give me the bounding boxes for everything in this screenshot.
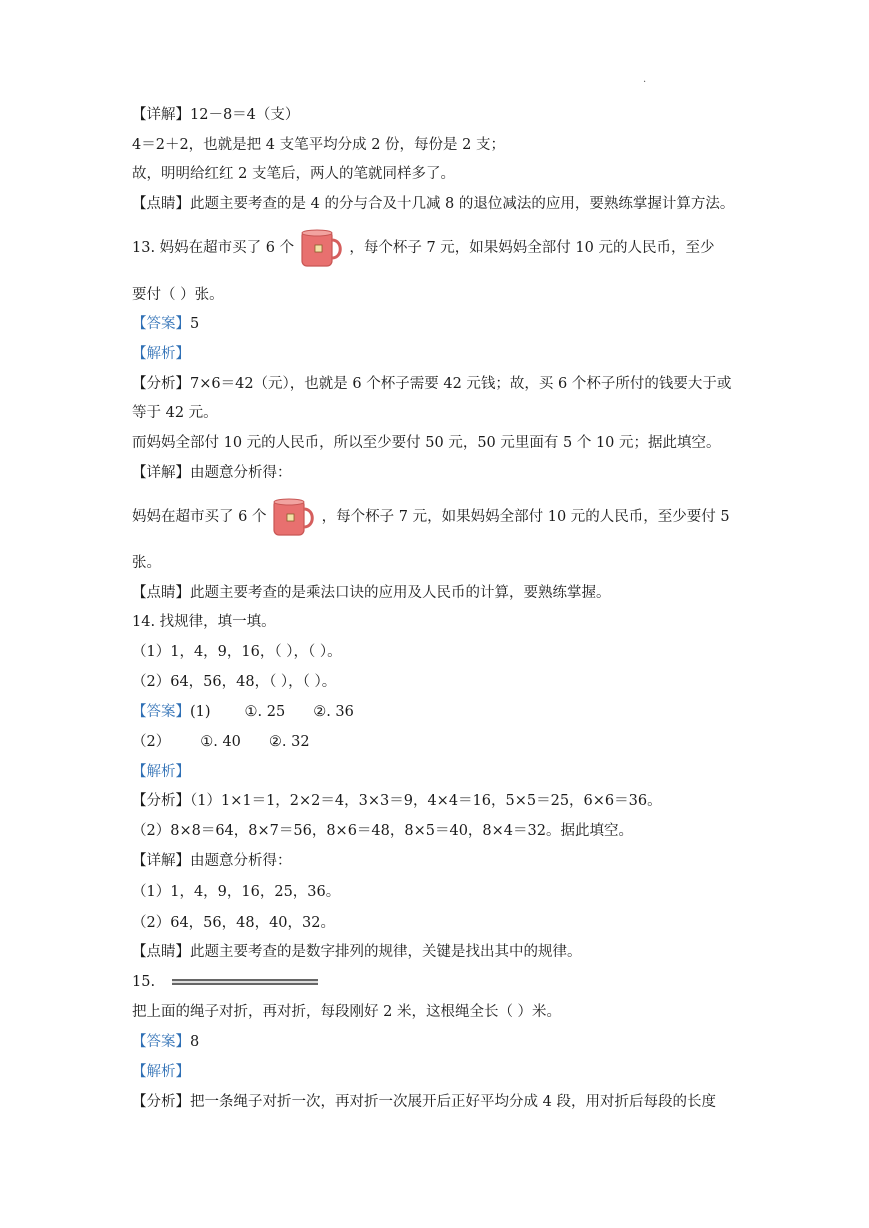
answer-1-label: (1): [190, 704, 211, 720]
rope-icon: [170, 976, 320, 988]
detail-tag: 【详解】: [132, 107, 190, 123]
fenxi-tag: 【分析】: [132, 376, 190, 392]
q14-stem: 14. 找规律，填一填。: [132, 614, 276, 630]
cup-icon: [271, 497, 317, 537]
q12-line2: 4＝2＋2，也就是把 4 支笔平均分成 2 份，每份是 2 支；: [132, 137, 506, 153]
q14-detail: [132, 851, 292, 871]
q13-note: [132, 583, 611, 603]
q13-detail-a: 妈妈在超市买了 6 个: [132, 509, 267, 525]
q13-analysis-tag: 【解析】: [132, 346, 190, 362]
q12-detail: [132, 105, 299, 125]
q13-fenxi-line2: 等于 42 元。: [132, 405, 218, 421]
q13-stem: [132, 228, 714, 268]
q14-sub1: （1）1，4，9，16，（ ），（ ）。: [132, 644, 342, 660]
q13-detail-b: ，每个杯子 7 元，如果妈妈全部付 10 元的人民币，至少要付 5: [321, 509, 730, 525]
q15-fenxi: [132, 1092, 716, 1112]
q14-sub2: （2）64，56，48，（ ），（ ）。: [132, 674, 337, 690]
header-dot: .: [643, 74, 647, 85]
answer-1-b: ②. 36: [313, 704, 354, 720]
fenxi-text: 把一条绳子对折一次，再对折一次展开后正好平均分成 4 段，用对折后每段的长度: [190, 1094, 716, 1110]
answer-tag: 【答案】: [132, 1034, 190, 1050]
q13-answer: [132, 314, 199, 334]
answer-1-a: ①. 25: [244, 704, 286, 720]
cup-icon: [299, 228, 345, 268]
q15-stem: 把上面的绳子对折，再对折，每段刚好 2 米，这根绳全长（ ）米。: [132, 1004, 562, 1020]
q14-answer-2: [132, 732, 310, 752]
note-tag: 【点睛】: [132, 585, 190, 601]
q13-stem-a: 13. 妈妈在超市买了 6 个: [132, 240, 295, 256]
fenxi-text: （1）1×1＝1，2×2＝4，3×3＝9，4×4＝16，5×5＝25，6×6＝36。: [190, 793, 662, 809]
q14-answer: [132, 702, 354, 722]
note-tag: 【点睛】: [132, 944, 190, 960]
q14-note: [132, 942, 582, 962]
detail-text: 由题意分析得：: [190, 465, 292, 481]
q13-detail-body: [132, 496, 730, 538]
q12-note: [132, 194, 734, 214]
q15-heading: [132, 972, 320, 992]
detail-text: 12－8＝4（支）: [190, 107, 300, 123]
fenxi-text: 7×6＝42（元），也就是 6 个杯子需要 42 元钱；故，买 6 个杯子所付的钱要大于或: [190, 376, 732, 392]
note-text: 此题主要考查的是乘法口诀的应用及人民币的计算，要熟练掌握。: [190, 585, 611, 601]
fenxi-tag: 【分析】: [132, 793, 190, 809]
q12-line3: 故，明明给红红 2 支笔后，两人的笔就同样多了。: [132, 166, 455, 182]
note-text: 此题主要考查的是 4 的分与合及十几减 8 的退位减法的应用，要熟练掌握计算方法。: [190, 196, 735, 212]
answer-2-a: ①. 40: [200, 734, 241, 750]
answer-text: 5: [190, 316, 200, 332]
detail-tag: 【详解】: [132, 853, 190, 869]
detail-text: 由题意分析得：: [190, 853, 292, 869]
note-tag: 【点睛】: [132, 196, 190, 212]
detail-tag: 【详解】: [132, 465, 190, 481]
q14-fenxi: [132, 791, 662, 811]
fenxi-tag: 【分析】: [132, 1094, 190, 1110]
answer-tag: 【答案】: [132, 316, 190, 332]
q13-fenxi: [132, 374, 731, 394]
q14-detail-1: （1）1，4，9，16，25，36。: [132, 884, 341, 900]
answer-tag: 【答案】: [132, 704, 190, 720]
q13-stem-b: ，每个杯子 7 元，如果妈妈全部付 10 元的人民币，至少: [349, 240, 715, 256]
q15-answer: [132, 1032, 199, 1052]
note-text: 此题主要考查的是数字排列的规律，关键是找出其中的规律。: [190, 944, 582, 960]
answer-2-label: （2）: [132, 734, 171, 750]
q15-num: 15.: [132, 974, 156, 990]
q14-fenxi-line2: （2）8×8＝64，8×7＝56，8×6＝48，8×5＝40，8×4＝32。据此填空。: [132, 823, 633, 839]
answer-2-b: ②. 32: [268, 734, 310, 750]
answer-text: 8: [190, 1034, 200, 1050]
q14-detail-2: （2）64，56，48，40，32。: [132, 915, 335, 931]
q14-analysis-tag: 【解析】: [132, 764, 190, 780]
q15-analysis-tag: 【解析】: [132, 1064, 190, 1080]
q13-detail: [132, 463, 292, 483]
q13-detail-c: 张。: [132, 555, 161, 571]
q13-stem-c: 要付（ ）张。: [132, 287, 224, 303]
q13-fenxi-line3: 而妈妈全部付 10 元的人民币，所以至少要付 50 元，50 元里面有 5 个 10 元；据此填空。: [132, 435, 721, 451]
